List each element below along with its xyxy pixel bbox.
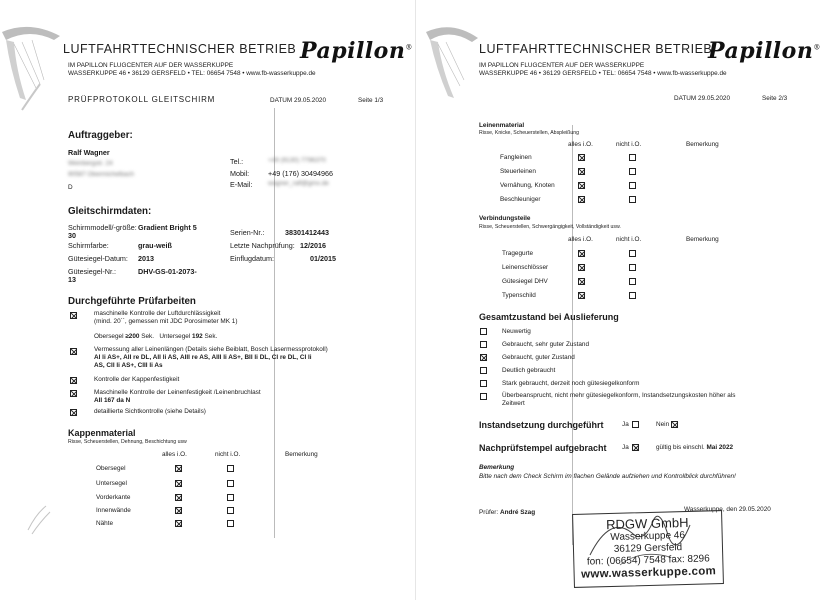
condition-option-label: Stark gebraucht, derzeit noch gütesiegelkonform bbox=[502, 380, 640, 387]
lines-subheading: Risse, Knicke, Scheuerstellen, Abspleißung bbox=[479, 130, 580, 136]
connectors-row-label: Gütesiegel DHV bbox=[502, 278, 548, 285]
work-item-2-detail: AI li AS+, AII re DL, AII li AS, AIII re AS, AIII li AS+, BII li DL, CI re DL, CI li bbox=[94, 354, 312, 361]
work-check-2[interactable] bbox=[70, 348, 77, 355]
canopy-row-label: Nähte bbox=[96, 520, 114, 527]
condition-option-label: Neuwertig bbox=[502, 328, 531, 335]
seal-no-label: Gütesiegel-Nr.: bbox=[68, 267, 116, 276]
canopy-notok-check[interactable] bbox=[227, 494, 234, 501]
lines-notok-check[interactable] bbox=[629, 182, 636, 189]
size-value: 30 bbox=[68, 231, 76, 240]
client-heading: Auftraggeber: bbox=[68, 130, 133, 141]
client-country: D bbox=[68, 184, 73, 191]
connectors-row-label: Typenschild bbox=[502, 292, 536, 299]
connectors-ok-check[interactable] bbox=[578, 250, 585, 257]
work-item-2: Vermessung aller Leinenlängen (Details siehe Beiblatt, Bosch Lasermessprotokoll) bbox=[94, 346, 328, 353]
condition-option-check[interactable] bbox=[480, 380, 487, 387]
last-check-value: 12/2016 bbox=[300, 241, 326, 250]
remark-heading: Bemerkung bbox=[479, 464, 515, 471]
inspection-stamp-label: Nachprüfstempel aufgebracht bbox=[479, 443, 607, 453]
seal-date-label: Gütesiegel-Datum: bbox=[68, 254, 128, 263]
inspection-stamp-yes-check[interactable] bbox=[632, 444, 639, 451]
connectors-col-notok: nicht i.O. bbox=[616, 236, 642, 243]
remark-text: Bitte nach dem Check Schirm im flachen Gelände aufziehen und Kontrollblick durchführen! bbox=[479, 473, 736, 480]
address-line-2: WASSERKUPPE 46 • 36129 GERSFELD • TEL: 06654 7548 • www.fb-wasserkuppe.de bbox=[68, 70, 316, 77]
lines-ok-check[interactable] bbox=[578, 154, 585, 161]
valid-until-row: gültig bis einschl. Mai 2022 bbox=[656, 444, 734, 451]
address-line-1: IM PAPILLON FLUGCENTER AUF DER WASSERKUPPE bbox=[68, 62, 234, 69]
condition-option-label: Deutlich gebraucht bbox=[502, 367, 556, 374]
first-flight-value: 01/2015 bbox=[310, 254, 336, 263]
canopy-ok-check[interactable] bbox=[175, 494, 182, 501]
work-item-1: maschinelle Kontrolle der Luftdurchlässigkeit bbox=[94, 310, 221, 317]
client-street: Weinbergstr. 24 bbox=[68, 160, 113, 167]
canopy-notok-check[interactable] bbox=[227, 465, 234, 472]
lines-heading: Leinenmaterial bbox=[479, 122, 525, 129]
lines-notok-check[interactable] bbox=[629, 154, 636, 161]
condition-option-label-2: Zeitwert bbox=[502, 400, 525, 407]
stamp-city: 36129 Gersfeld bbox=[613, 542, 683, 555]
canopy-notok-check[interactable] bbox=[227, 520, 234, 527]
mobile-label: Mobil: bbox=[230, 169, 250, 178]
protocol-page-1 bbox=[0, 0, 415, 600]
connectors-notok-check[interactable] bbox=[629, 278, 636, 285]
paraglider-logo-icon bbox=[416, 18, 486, 118]
glider-heading: Gleitschirmdaten: bbox=[68, 206, 152, 217]
stamp-phone: fon: (06654) 7548 fax: 8296 bbox=[586, 553, 710, 568]
connectors-ok-check[interactable] bbox=[578, 278, 585, 285]
canopy-row-label: Untersegel bbox=[96, 480, 127, 487]
repair-no-label: Nein bbox=[656, 421, 670, 428]
seal-no-value: DHV-GS-01-2073- bbox=[138, 267, 197, 276]
paraglider-logo-icon bbox=[0, 18, 70, 118]
model-value: Gradient Bright 5 bbox=[138, 223, 197, 232]
inspector-row: Prüfer: André Szag bbox=[479, 509, 536, 516]
sail-measure-row: Obersegel ≥200 Sek. Untersegel 192 Sek. bbox=[94, 333, 218, 340]
canopy-ok-check[interactable] bbox=[175, 465, 182, 472]
serial-label: Serien-Nr.: bbox=[230, 228, 265, 237]
address-line-2: WASSERKUPPE 46 • 36129 GERSFELD • TEL: 06654 7548 • www.fb-wasserkuppe.de bbox=[479, 70, 727, 77]
stamp-website: www.wasserkuppe.com bbox=[580, 565, 717, 581]
connectors-notok-check[interactable] bbox=[629, 264, 636, 271]
lines-ok-check[interactable] bbox=[578, 168, 585, 175]
papillon-logo: Papillon® bbox=[300, 38, 413, 64]
work-item-4-detail: AII 167 da N bbox=[94, 397, 131, 404]
mobile-value: +49 (176) 30494966 bbox=[268, 169, 333, 178]
last-check-label: Letzte Nachprüfung: bbox=[230, 241, 295, 250]
canopy-row-label: Vorderkante bbox=[96, 494, 131, 501]
lines-row-label: Beschleuniger bbox=[500, 196, 541, 203]
work-check-3[interactable] bbox=[70, 377, 77, 384]
canopy-ok-check[interactable] bbox=[175, 480, 182, 487]
client-city: 90587 Obermichelbach bbox=[68, 171, 135, 178]
work-check-5[interactable] bbox=[70, 409, 77, 416]
email-label: E-Mail: bbox=[230, 180, 253, 189]
protocol-title: PRÜFPROTOKOLL GLEITSCHIRM bbox=[68, 95, 216, 104]
seal-no-value-2: 13 bbox=[68, 275, 76, 284]
company-title: LUFTFAHRTTECHNISCHER BETRIEB bbox=[63, 42, 297, 56]
work-heading: Durchgeführte Prüfarbeiten bbox=[68, 296, 196, 307]
work-item-3: Kontrolle der Kappenfestigkeit bbox=[94, 376, 180, 383]
page-number: Seite 1/3 bbox=[358, 97, 384, 104]
repair-no-check[interactable] bbox=[671, 421, 678, 428]
papillon-logo: Papillon® bbox=[708, 38, 821, 64]
company-stamp bbox=[572, 510, 724, 588]
address-line-1: IM PAPILLON FLUGCENTER AUF DER WASSERKUPPE bbox=[479, 62, 645, 69]
lines-ok-check[interactable] bbox=[578, 182, 585, 189]
place-date: Wasserkuppe, den 29.05.2020 bbox=[684, 506, 771, 513]
canopy-subheading: Risse, Scheuerstellen, Dehnung, Beschichtung usw bbox=[68, 439, 187, 445]
connectors-ok-check[interactable] bbox=[578, 292, 585, 299]
model-label: Schirmmodell/-größe: bbox=[68, 223, 137, 232]
lines-notok-check[interactable] bbox=[629, 168, 636, 175]
work-item-4: Maschinelle Kontrolle der Leinenfestigkeit /Leinenbruchlast bbox=[94, 389, 261, 396]
lines-ok-check[interactable] bbox=[578, 196, 585, 203]
lines-notok-check[interactable] bbox=[629, 196, 636, 203]
repair-yes-label: Ja bbox=[622, 421, 629, 428]
repair-yes-check[interactable] bbox=[632, 421, 639, 428]
connectors-notok-check[interactable] bbox=[629, 250, 636, 257]
canopy-notok-check[interactable] bbox=[227, 507, 234, 514]
protocol-date: DATUM 29.05.2020 bbox=[674, 95, 731, 102]
connectors-col-ok: alles i.O. bbox=[568, 236, 593, 243]
repair-label: Instandsetzung durchgeführt bbox=[479, 420, 604, 430]
company-title: LUFTFAHRTTECHNISCHER BETRIEB bbox=[479, 42, 713, 56]
canopy-row-label: Innenwände bbox=[96, 507, 131, 514]
color-value: grau-weiß bbox=[138, 241, 172, 250]
first-flight-label: Einflugdatum: bbox=[230, 254, 274, 263]
work-item-5: detaillierte Sichtkontrolle (siehe Details) bbox=[94, 408, 206, 415]
condition-option-check[interactable] bbox=[480, 328, 487, 335]
tel-label: Tel.: bbox=[230, 157, 244, 166]
connectors-row-label: Tragegurte bbox=[502, 250, 534, 257]
work-check-4[interactable] bbox=[70, 390, 77, 397]
canopy-col-ok: alles i.O. bbox=[162, 451, 187, 458]
lines-row-label: Steuerleinen bbox=[500, 168, 536, 175]
lines-row-label: Fangleinen bbox=[500, 154, 532, 161]
connectors-col-remark: Bemerkung bbox=[686, 236, 719, 243]
canopy-notok-check[interactable] bbox=[227, 480, 234, 487]
email-value: wagner_ralf@gmx.de bbox=[268, 180, 329, 187]
serial-value: 38301412443 bbox=[285, 228, 329, 237]
connectors-ok-check[interactable] bbox=[578, 264, 585, 271]
scan-smudge-icon bbox=[24, 500, 54, 540]
lines-col-notok: nicht i.O. bbox=[616, 141, 642, 148]
lines-row-label: Vernähung, Knoten bbox=[500, 182, 555, 189]
condition-option-check[interactable] bbox=[480, 354, 487, 361]
connectors-heading: Verbindungsteile bbox=[479, 215, 531, 222]
condition-heading: Gesamtzustand bei Auslieferung bbox=[479, 312, 619, 322]
work-check-1[interactable] bbox=[70, 312, 77, 319]
condition-option-check[interactable] bbox=[480, 341, 487, 348]
client-name: Ralf Wagner bbox=[68, 148, 110, 157]
tel-value: +49 (9130) 7796370 bbox=[268, 157, 326, 164]
canopy-col-remark: Bemerkung bbox=[285, 451, 318, 458]
connectors-row-label: Leinenschlösser bbox=[502, 264, 549, 271]
condition-option-label: Überbeansprucht, nicht mehr gütesiegelkonform, Instandsetzungskosten höher als bbox=[502, 392, 736, 399]
stamp-street: Wasserkuppe 46 bbox=[610, 530, 686, 543]
condition-option-label: Gebraucht, sehr guter Zustand bbox=[502, 341, 590, 348]
canopy-ok-check[interactable] bbox=[175, 507, 182, 514]
protocol-date: DATUM 29.05.2020 bbox=[270, 97, 327, 104]
inspection-stamp-yes-label: Ja bbox=[622, 444, 629, 451]
canopy-ok-check[interactable] bbox=[175, 520, 182, 527]
seal-date-value: 2013 bbox=[138, 254, 154, 263]
lines-col-remark: Bemerkung bbox=[686, 141, 719, 148]
canopy-col-notok: nicht i.O. bbox=[215, 451, 241, 458]
condition-option-check[interactable] bbox=[480, 367, 487, 374]
lines-col-ok: alles i.O. bbox=[568, 141, 593, 148]
work-item-2-detail-2: AS, CII li AS+, CIII li As bbox=[94, 362, 163, 369]
condition-option-label: Gebraucht, guter Zustand bbox=[502, 354, 575, 361]
connectors-subheading: Risse, Scheuerstellen, Schwergängigkeit, Vollständigkeit usw. bbox=[479, 224, 621, 230]
color-label: Schirmfarbe: bbox=[68, 241, 109, 250]
work-item-1-detail: (mind. 20´´, gemessen mit JDC Porosimeter MK 1) bbox=[94, 318, 238, 325]
page-number: Seite 2/3 bbox=[762, 95, 788, 102]
connectors-notok-check[interactable] bbox=[629, 292, 636, 299]
canopy-row-label: Obersegel bbox=[96, 465, 126, 472]
stamp-company: RDGW GmbH bbox=[605, 514, 689, 533]
condition-option-check[interactable] bbox=[480, 393, 487, 400]
canopy-heading: Kappenmaterial bbox=[68, 428, 136, 438]
